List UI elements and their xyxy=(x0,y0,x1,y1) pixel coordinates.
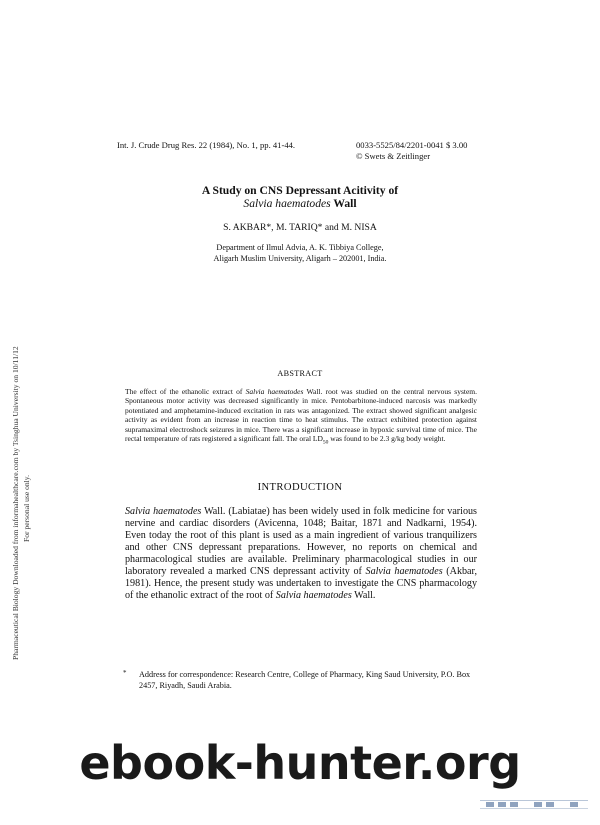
abstract-part-3: was found to be 2.3 g/kg body weight. xyxy=(328,434,446,444)
affiliation xyxy=(0,242,600,264)
title-species: Salvia haematodes xyxy=(243,197,331,210)
intro-species-3: Salvia haematodes xyxy=(275,590,352,601)
title-authority: Wall xyxy=(333,197,357,210)
correspondence-footnote xyxy=(125,669,477,691)
intro-text-2: (Akbar, 1981). Hence, the present study was undertaken to investigate the CNS pharmacology of the ethanolic extract of the root of xyxy=(125,566,477,601)
abstract-part-1: The effect of the ethanolic extract of xyxy=(125,387,246,396)
intro-species-1: Salvia haematodes xyxy=(125,506,202,517)
author-list: S. AKBAR*, M. TARIQ* and M. NISA xyxy=(223,222,377,233)
introduction-paragraph xyxy=(125,506,477,602)
article-title xyxy=(0,184,600,210)
title-line-2 xyxy=(0,197,600,210)
footnote-text: Address for correspondence: Research Centre, College of Pharmacy, King Saud University, P.O. Box 2457, Riyadh, Saudi Arabia. xyxy=(139,670,471,690)
abstract-part-2: Wall. root was studied on the central nervous system. Spontaneous motor activity was decreased significantly in mice. Pentobarbitone-induced narcosis was markedly potentiated and amphetamine-induced excitation in rats was antagonized. The extract showed significant analgesic activity as evident from an increase in reaction time to heat stimulus. The extract exhibited protection against supramaximal electroshock seizures in mice. There was a significant increase in hypoxic survival time of mice. The rectal temperature of rats registered a significant fall. The oral LD xyxy=(125,387,477,444)
publisher-logo-icon xyxy=(480,797,590,811)
personal-use-notice: For personal use only. xyxy=(22,475,31,542)
abstract-heading: ABSTRACT xyxy=(277,369,323,378)
publisher-copyright: © Swets & Zeitlinger xyxy=(356,151,431,161)
intro-text-1: Wall. (Labiatae) has been widely used in folk medicine for various nervine and cardiac disorders (Avicenna, 1048; Baitar, 1871 and Nadkarni, 1954). Even today the root of this plant is used as a main ingredient of various tranquilizers and other CNS depressant preparations. However, no reports on chemical and pharmacological studies are available. Preliminary pharmacological studies in our laboratory revealed a marked CNS depressant activity of xyxy=(125,506,477,577)
side-margin-notice xyxy=(3,200,33,670)
abstract-text xyxy=(125,387,477,448)
journal-citation: Int. J. Crude Drug Res. 22 (1984), No. 1, pp. 41-44. xyxy=(117,140,296,150)
abstract-species: Salvia haematodes xyxy=(245,387,304,396)
issn-price: 0033-5525/84/2201-0041 $ 3.00 xyxy=(356,140,468,150)
introduction-heading: INTRODUCTION xyxy=(257,482,343,493)
download-notice: Pharmaceutical Biology Downloaded from informahealthcare.com by Tsinghua University on 10/11/12 xyxy=(11,346,20,660)
affiliation-line-1: Department of Ilmul Advia, A. K. Tibbiya College, xyxy=(216,243,384,252)
ld50-subscript: 50 xyxy=(322,439,329,446)
intro-text-3: Wall. xyxy=(351,590,376,601)
title-line-1: A Study on CNS Depressant Acitivity of xyxy=(201,184,399,197)
issn-block xyxy=(356,140,467,162)
footnote-mark: * xyxy=(123,669,127,677)
intro-species-2: Salvia haematodes xyxy=(365,566,443,577)
watermark-text: ebook-hunter.org xyxy=(79,736,521,790)
affiliation-line-2: Aligarh Muslim University, Aligarh – 202001, India. xyxy=(213,254,387,263)
